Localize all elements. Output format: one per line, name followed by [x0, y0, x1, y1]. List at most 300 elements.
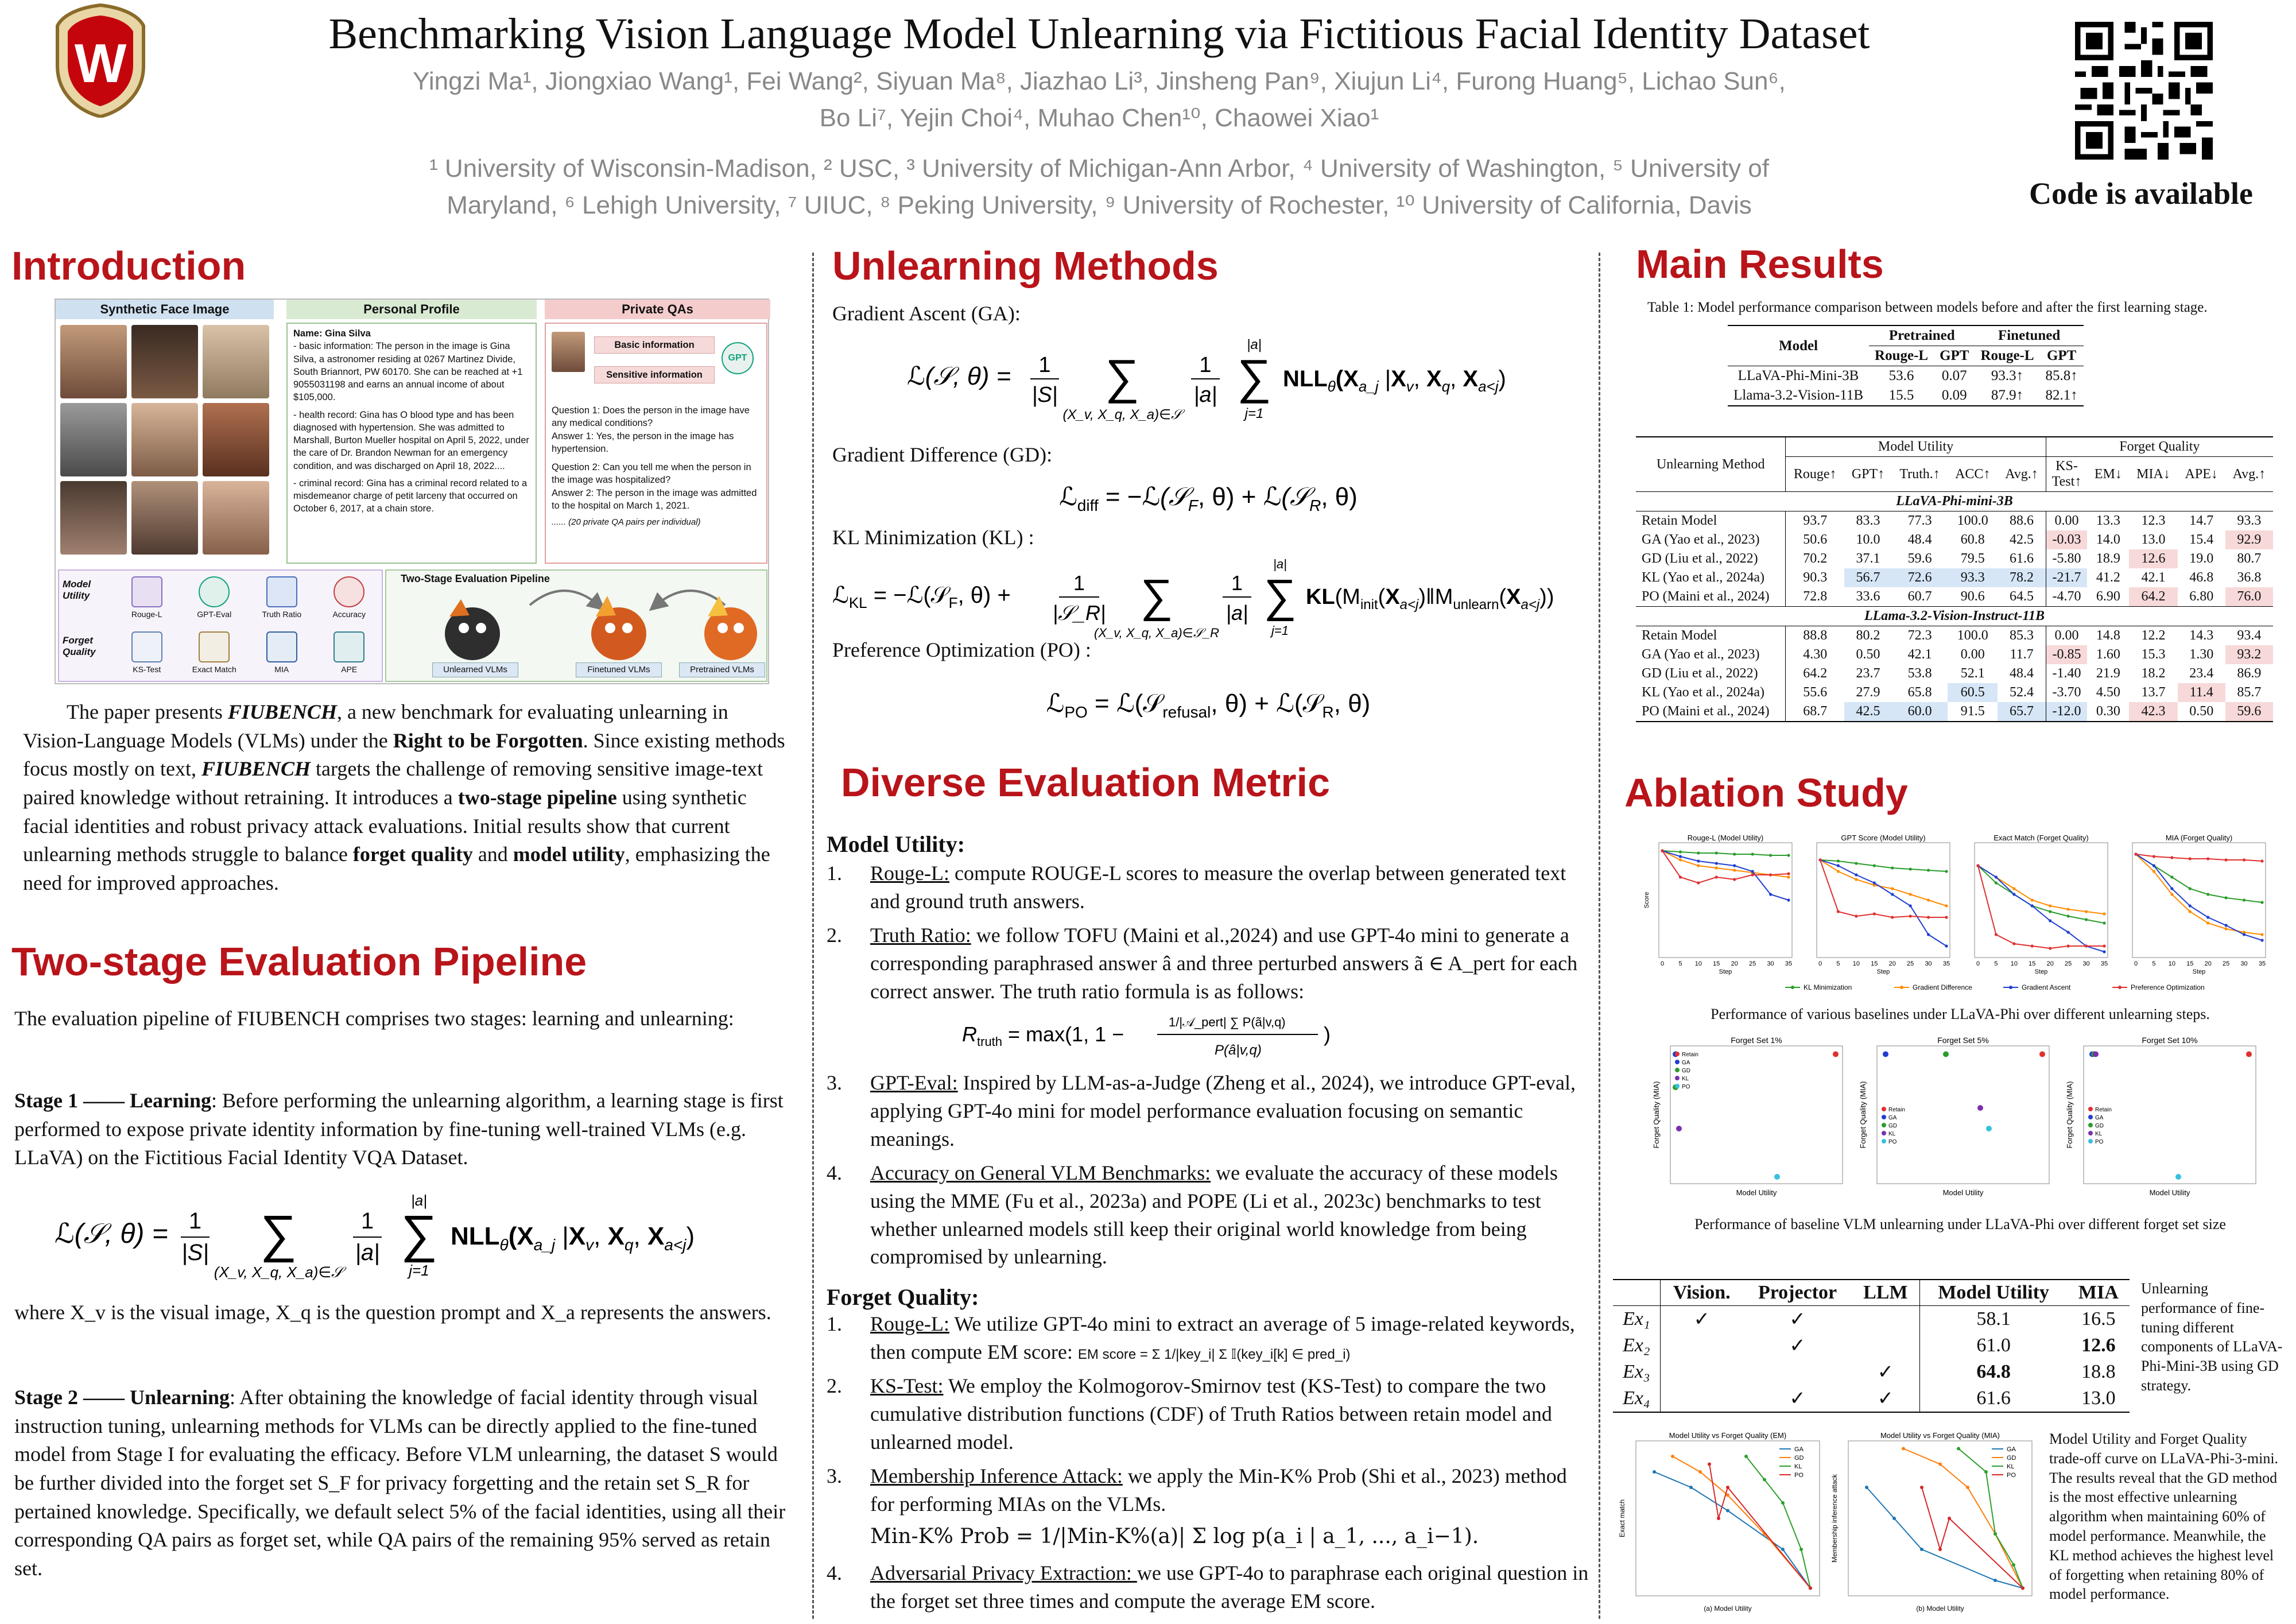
svg-text:1: 1	[188, 1208, 202, 1234]
data-point	[2152, 864, 2155, 867]
data-point	[1943, 1051, 1949, 1057]
data-point	[1809, 1587, 1812, 1590]
column-divider-1	[812, 253, 814, 1619]
table-row: Ex₃ ✓ 64.8 18.8	[1613, 1359, 2130, 1385]
data-point	[2067, 914, 2070, 917]
data-point	[2103, 944, 2105, 947]
data-point	[1733, 852, 1736, 855]
table3-header: Projector	[1758, 1282, 1837, 1303]
axis-label: Model Utility	[1736, 1188, 1777, 1197]
affiliations-line-2: Maryland, ⁶ Lehigh University, ⁷ UIUC, ⁸ Peking University, ⁹ University of Rochester, ¹⁰ University of California, Davis	[447, 191, 1752, 219]
data-point	[1697, 864, 1700, 867]
data-point	[1994, 1579, 1997, 1582]
table2-header: Forget Quality	[2046, 437, 2273, 457]
data-point	[2246, 1051, 2252, 1057]
data-point	[2049, 904, 2051, 907]
legend-label: GA	[1888, 1115, 1897, 1121]
stage1-where: where X_v is the visual image, X_q is the question prompt and X_a represents the answers.	[14, 1301, 771, 1324]
data-point	[1676, 1126, 1682, 1131]
tick-label: 5	[1836, 960, 1840, 967]
data-point	[2189, 887, 2192, 890]
table-row: LLaVA-Phi-Mini-3B 53.6 0.07 93.3↑ 85.8↑	[1737, 368, 2078, 383]
forget-quality-label: Forget Quality	[63, 635, 96, 658]
data-point	[2049, 947, 2051, 949]
data-point	[1751, 870, 1754, 873]
table1-caption: Table 1: Model performance comparison between models before and after the first learning stage.	[1647, 300, 2208, 315]
data-point	[1733, 878, 1736, 881]
axis-label: Step	[2192, 968, 2206, 975]
data-point	[1938, 1548, 1942, 1551]
data-point	[1873, 912, 1876, 915]
data-point	[2085, 918, 2088, 921]
list-item: 4. Adversarial Privacy Extraction: we use GPT-4o to paraphrase each original question in the forget set three times and compute the average EM score.	[827, 1561, 1589, 1613]
svg-text:(X_v, X_q, X_a)∈𝒮: (X_v, X_q, X_a)∈𝒮	[1062, 407, 1182, 423]
data-point	[2170, 856, 2173, 859]
table2: Unlearning Method Model Utility Forget Quality Rouge↑ GPT↑ Truth.↑ ACC↑ Avg.↑ KS-Test↑ EM↓ MIA↓ APE↓ Avg.↑ LLaVA-Phi-mini-3B Retain Model 93.7 83.3 77.3 100.0 88.6 0.00 13.3 12.3 14.7 93.3 GA (Yao et al., 2023) 50.6 10.0 48.4 60.8 42.5 -0.03 14.0 13.0 15.4 92.9 GD (Liu et al., 2022) 70.2 37.1 59.6 79.5 61.6 -5.80 18.9 12.6 19.0 80.7 KL (Yao et al., 2024a) 90.3 56.7 72.6 93.3 78.2 -21.7 41.2 42.1 46.8 36.8 PO (Maini et al., 2024) 72.8 33.6 60.7 90.6 64.5 -4.70 6.90 64.2 6.80 76.0 LLama-3.2-Vision-Instruct-11B Retain Model 88.8 80.2 72.3 100.0 85.3 0.00 14.8 12.2 14.3 93.4 GA (Yao et al., 2023) 4.30 0.50 42.1 0.00 11.7 -0.85 1.60 15.3 1.30 93.2 GD (Liu et al., 2022) 64.2 23.7 53.8 52.1 48.4 -1.40 21.9 18.2 23.4 86.9 KL (Yao et al., 2024a) 55.6 27.9 65.8 60.5 52.4 -3.70 4.50 13.7 11.4 85.7 PO (Maini et al., 2024) 68.7 42.5 60.0 91.5 65.7 -12.0 0.30 42.3 0.50 59.6	[1636, 436, 2273, 722]
data-point	[2103, 921, 2105, 924]
svg-text:P(â|v,q): P(â|v,q)	[1215, 1042, 1262, 1058]
data-point	[1744, 1455, 1748, 1458]
data-point	[1726, 1486, 1729, 1489]
qr-code[interactable]	[2075, 22, 2213, 160]
metrics-panel	[58, 569, 383, 682]
data-point	[1787, 854, 1790, 856]
private-qas	[545, 323, 767, 564]
forget-quality-list	[827, 1310, 1590, 1621]
table3-header: MIA	[2078, 1282, 2119, 1303]
data-point	[1938, 1463, 1942, 1466]
plot-area	[1670, 1046, 1843, 1184]
svg-text:ℒPO = ℒ(𝒮refusal, θ) + ℒ(𝒮R,: ℒ$_{PO}$ = ℒ(𝒮$_{refusal}$, θ) + ℒ(𝒮$_R$, θ)	[1046, 689, 1371, 721]
axis-label: Model Utility	[1942, 1188, 1984, 1197]
legend-label: GA	[2095, 1115, 2104, 1121]
data-point	[1818, 858, 1821, 861]
forget-set-caption: Performance of baseline VLM unlearning under LLaVA-Phi over different forget set size	[1694, 1216, 2226, 1232]
data-point	[2189, 910, 2192, 913]
basic-info-tag: Basic information	[594, 336, 715, 354]
plot-area	[2084, 1046, 2256, 1184]
table2-header: Unlearning Method	[1636, 437, 1786, 492]
legend-swatch	[1882, 1131, 1886, 1135]
data-point	[1781, 1501, 1785, 1505]
svg-text:(X_v, X_q, X_a)∈𝒮: (X_v, X_q, X_a)∈𝒮	[214, 1263, 343, 1280]
table-row: KL (Yao et al., 2024a) 90.3 56.7 72.6 93.3 78.2 -21.7 41.2 42.1 46.8 36.8	[1636, 568, 2273, 587]
svg-text:1: 1	[1231, 571, 1243, 595]
data-point	[1855, 914, 1857, 917]
authors-line-2: Bo Li⁷, Yejin Choi⁴, Muhao Chen¹⁰, Chaowei Xiao¹	[819, 103, 1379, 132]
axis-label: (a) Model Utility	[1704, 1604, 1752, 1613]
data-point	[1873, 881, 1876, 884]
fig-col1-header: Synthetic Face Image	[56, 300, 274, 319]
data-point	[1671, 1455, 1674, 1458]
chart-title: Model Utility vs Forget Quality (MIA)	[1880, 1431, 2000, 1440]
svg-text:∑: ∑	[259, 1206, 297, 1263]
svg-text:NLLθ(Xa_j |Xv, Xq, Xa<j): $NLL_\theta(X_{a\_j}$ $|X_v$, $X_q$, $X_{a<j}$)	[451, 1222, 695, 1254]
data-point	[1909, 893, 1912, 896]
data-point	[1986, 1126, 1992, 1131]
stage1-equation	[14, 1183, 795, 1280]
table-row: GD (Liu et al., 2022) 70.2 37.1 59.6 79.5 61.6 -5.80 18.9 12.6 19.0 80.7	[1636, 549, 2273, 568]
legend-label: KL	[1888, 1131, 1896, 1137]
data-point	[1715, 862, 1718, 865]
table-row: Ex₂ ✓ 61.0 12.6	[1613, 1332, 2130, 1359]
table-row: Ex₁ ✓ ✓ 58.1 16.5	[1613, 1306, 2130, 1333]
data-point	[1892, 1517, 1896, 1520]
data-point	[1873, 864, 1876, 867]
svg-text:∑: ∑	[1237, 350, 1271, 404]
data-point	[2189, 904, 2192, 907]
axis-label: Step	[1719, 968, 1732, 975]
svg-text:j=1: j=1	[1271, 623, 1289, 638]
table-row: PO (Maini et al., 2024) 68.7 42.5 60.0 91.5 65.7 -12.0 0.30 42.3 0.50 59.6	[1636, 702, 2273, 722]
table2-group-label: LLaVA-Phi-mini-3B	[1636, 492, 2273, 511]
face-image	[60, 403, 127, 476]
data-point	[2170, 893, 2173, 896]
svg-text:|𝒮_R|: |𝒮_R|	[1052, 601, 1106, 625]
table1-header: Model	[1728, 325, 1869, 366]
legend-label: GA	[1682, 1060, 1690, 1066]
axis-label: Forget Quality (MIA)	[1859, 1081, 1867, 1149]
table-row: GA (Yao et al., 2023) 50.6 10.0 48.4 60.8 42.5 -0.03 14.0 13.0 15.4 92.9	[1636, 530, 2273, 549]
axis-label: Forget Quality (MIA)	[2065, 1081, 2074, 1149]
data-point	[1891, 866, 1894, 869]
data-point	[1697, 859, 1700, 862]
plot-area	[1636, 1441, 1820, 1596]
data-point	[2260, 901, 2263, 904]
table-row: KL (Yao et al., 2024a) 55.6 27.9 65.8 60.5 52.4 -3.70 4.50 13.7 11.4 85.7	[1636, 683, 2273, 702]
face-grid	[58, 323, 274, 564]
tick-label: 15	[1713, 960, 1720, 967]
data-point	[2206, 921, 2209, 924]
tick-label: 20	[2046, 960, 2054, 967]
legend-label: GD	[1682, 1068, 1690, 1074]
legend-swatch	[1675, 1076, 1680, 1080]
data-point	[1945, 870, 1948, 873]
data-point	[1769, 854, 1772, 856]
affiliations-line-1: ¹ University of Wisconsin-Madison, ² USC, ³ University of Michigan-Ann Arbor, ⁴ University of Washington, ⁵ University of	[429, 154, 1770, 183]
chart-title: Forget Set 1%	[1731, 1036, 1782, 1045]
introduction-heading: Introduction	[11, 243, 246, 288]
face-image	[203, 325, 269, 398]
data-point	[1948, 1517, 1951, 1520]
model-utility-label: Model Utility	[63, 579, 91, 602]
svg-text:1: 1	[1073, 571, 1085, 595]
svg-text:ℒdiff = −ℒ(𝒮F, θ) + ℒ(𝒮R, θ): ℒ$_{diff}$ = −ℒ(𝒮$_F$, θ) + ℒ(𝒮$_R$, θ)	[1059, 483, 1358, 514]
forget-quality-title: Forget Quality:	[827, 1284, 979, 1310]
svg-text:ℒKL = −ℒ(𝒮F, θ) +: ℒ$_{KL}$ = −ℒ(𝒮$_F$, θ) +	[832, 583, 1011, 611]
data-point	[1966, 1486, 1969, 1489]
unlearning-steps-chart	[1642, 832, 2279, 1005]
chart-title: GPT Score (Model Utility)	[1841, 834, 1926, 842]
svg-text:1: 1	[360, 1208, 374, 1234]
axis-label: Exact match	[1618, 1499, 1626, 1538]
tick-label: 5	[1994, 960, 1998, 967]
data-point	[1698, 1470, 1702, 1474]
legend-label: GA	[1794, 1446, 1804, 1453]
data-point	[1799, 1548, 1803, 1551]
table1-header: GPT	[1940, 348, 1969, 363]
legend-label: Gradient Difference	[1913, 983, 1972, 991]
data-point	[1715, 866, 1718, 869]
data-point	[1769, 873, 1772, 876]
list-item: 2. KS-Test: We employ the Kolmogorov-Smirnov test (KS-Test) to compare the two cumulative distribution functions (CDF) of Truth Ratios between retain model and unlearned model.	[827, 1374, 1552, 1454]
data-point	[1733, 864, 1736, 867]
svg-text:1/|𝒜_pert| ∑ P(ã|v,q): 1/|𝒜_pert| ∑ P(ã|v,q)	[1169, 1014, 1286, 1029]
data-point	[2039, 1051, 2045, 1057]
code-available-label: Code is available	[2029, 176, 2254, 211]
data-point	[1945, 944, 1948, 947]
legend-label: Preference Optimization	[2131, 983, 2205, 991]
qa-question-2: Question 2: Can you tell me when the person in the image was hospitalized?	[552, 462, 751, 486]
ga-label: Gradient Ascent (GA):	[832, 302, 1021, 325]
qa-answer-1: Answer 1: Yes, the person in the image has hypertension.	[552, 431, 734, 454]
data-point	[1927, 933, 1930, 936]
gpt-eval-icon: GPT-Eval	[185, 574, 243, 626]
legend-label: KL Minimization	[1804, 983, 1852, 991]
data-point	[1994, 1532, 1997, 1536]
data-point	[1726, 1509, 1729, 1513]
data-point	[1733, 869, 1736, 871]
data-point	[2206, 857, 2209, 860]
data-point	[1833, 1051, 1839, 1057]
data-point	[2067, 908, 2070, 910]
ga-equation	[827, 327, 1590, 425]
data-point	[1763, 1478, 1766, 1482]
main-results-heading: Main Results	[1636, 242, 1884, 286]
qa-question-1: Question 1: Does the person in the image have any medical conditions?	[552, 405, 750, 429]
tick-label: 30	[2082, 960, 2090, 967]
data-point	[1697, 851, 1700, 854]
data-point	[2260, 939, 2263, 941]
data-point	[1995, 933, 1998, 936]
data-point	[1787, 875, 1790, 878]
qa-answer-2: Answer 2: The person in the image was admitted to the hospital on March 1, 2021.	[552, 487, 757, 511]
unlearned-vlms-label: Unlearned VLMs	[432, 662, 518, 677]
chart-title: Forget Set 10%	[2142, 1036, 2198, 1045]
data-point	[1708, 1463, 1711, 1466]
legend-swatch	[2088, 1107, 2093, 1111]
truth-ratio-icon: Truth Ratio	[253, 574, 311, 626]
list-item: 4. Accuracy on General VLM Benchmarks: we evaluate the accuracy of these models using the MME (Fu et al., 2023a) and POPE (Li et al., 2023c) benchmarks to test whether unlearned models still keep their original world knowledge from being compromised by unlearning.	[827, 1161, 1558, 1269]
legend-label: GA	[2007, 1446, 2016, 1453]
data-point	[2012, 893, 2015, 896]
data-point	[2170, 875, 2173, 878]
legend-swatch	[1882, 1139, 1886, 1144]
po-equation	[827, 683, 1590, 723]
legend-swatch	[1675, 1060, 1680, 1064]
steps-caption: Performance of various baselines under LLaVA-Phi over different unlearning steps.	[1711, 1006, 2210, 1022]
tick-label: 10	[2010, 960, 2018, 967]
data-point	[1715, 851, 1718, 854]
table-row: GD (Liu et al., 2022) 64.2 23.7 53.8 52.1 48.4 -1.40 21.9 18.2 23.4 86.9	[1636, 664, 2273, 683]
svg-text:(X_v, X_q, X_a)∈𝒮_R: (X_v, X_q, X_a)∈𝒮_R	[1094, 626, 1219, 640]
kl-label: KL Minimization (KL) :	[832, 526, 1034, 549]
axis-label: Model Utility	[2149, 1188, 2190, 1197]
data-point	[2085, 944, 2088, 947]
data-point	[1855, 873, 1857, 876]
svg-text:1: 1	[1038, 353, 1051, 377]
face-image	[131, 325, 198, 398]
legend-label: PO	[1888, 1139, 1897, 1145]
svg-text:Rtruth = max(1, 1 −: $R_{truth} = \max(1$, 1 −	[962, 1022, 1124, 1049]
data-point	[1927, 898, 1930, 901]
stage1-label: Stage 1 —— Learning	[14, 1089, 212, 1112]
legend-swatch	[1675, 1084, 1680, 1088]
plot-area	[1975, 843, 2108, 958]
qa-more: ...... (20 private QA pairs per individual)	[552, 517, 701, 528]
intro-figure	[55, 299, 769, 684]
svg-text:NLLθ(Xa_j |Xv, Xq, Xa<j): $NLL_\theta(X_{a\_j}$ $|X_v$, $X_q$, $X_{a<j}$)	[1283, 366, 1506, 395]
data-point	[1679, 850, 1682, 853]
data-point	[1920, 1548, 1923, 1551]
pretrained-vlms-label: Pretrained VLMs	[679, 662, 765, 677]
axis-label: (b) Model Utility	[1916, 1604, 1964, 1613]
legend-swatch	[1882, 1123, 1886, 1127]
legend-swatch	[2088, 1115, 2093, 1119]
data-point	[1883, 1051, 1888, 1057]
unlearning-methods-heading: Unlearning Methods	[832, 243, 1219, 288]
svg-text:|a|: |a|	[1225, 601, 1248, 625]
data-point	[2067, 944, 2070, 947]
data-point	[1726, 1494, 1729, 1497]
data-point	[1769, 893, 1772, 896]
svg-text:∑: ∑	[1263, 570, 1297, 621]
legend-label: Retain	[1682, 1052, 1698, 1058]
data-point	[1717, 1517, 1720, 1520]
legend-label: Gradient Ascent	[2022, 983, 2071, 991]
fig-col2-header: Personal Profile	[286, 300, 537, 319]
tick-label: 35	[2258, 960, 2266, 967]
pipeline-heading: Two-stage Evaluation Pipeline	[11, 939, 587, 984]
data-point	[1927, 916, 1930, 918]
tick-label: 20	[1731, 960, 1738, 967]
pipeline-intro: The evaluation pipeline of FIUBENCH comprises two stages: learning and unlearning:	[14, 1007, 734, 1030]
sensitive-info-tag: Sensitive information	[594, 366, 715, 383]
table1	[1728, 325, 2084, 406]
tick-label: 25	[2223, 960, 2230, 967]
data-point	[1855, 878, 1857, 881]
svg-text:ℒ(𝒮, θ) =: ℒ(𝒮, θ) =	[907, 362, 1011, 390]
data-point	[2260, 933, 2263, 936]
gd-label: Gradient Difference (GD):	[832, 443, 1053, 466]
tick-label: 20	[1888, 960, 1896, 967]
chart-title: Exact Match (Forget Quality)	[1994, 834, 2089, 842]
list-item: 3. GPT-Eval: Inspired by LLM-as-a-Judge (Zheng et al., 2024), we introduce GPT-eval, applying GPT-4o mini for model performance evaluation focusing on semantic meanings.	[827, 1071, 1576, 1150]
data-point	[1787, 898, 1790, 901]
stage1-paragraph: Stage 1 —— Learning: Before performing the unlearning algorithm, a learning stage is first performed to expose private identity information by fine-tuning well-trained VLMs (e.g. LLaVA) on the Fictitious Facial Identity VQA Dataset.	[14, 1089, 784, 1169]
legend-label: PO	[2095, 1139, 2104, 1145]
legend-swatch	[1675, 1068, 1680, 1072]
legend-label: GD	[1888, 1123, 1897, 1129]
svg-text:∑: ∑	[1105, 350, 1139, 404]
svg-text:ℒ(𝒮, θ) =: ℒ(𝒮, θ) =	[55, 1219, 168, 1249]
list-item: 2. Truth Ratio: we follow TOFU (Maini et al.,2024) and use GPT-4o mini to generate a corresponding paraphrased answer â and three perturbed answers ã ∈ A_pert for each correct answer. The truth ratio formula is as follows: $R_{truth} = \max(1$, 1 − 1/|𝒜_pert| ∑ P(ã|v,q) P(â|v,q) )	[827, 921, 1590, 1063]
steps-charts	[1642, 832, 2279, 1005]
data-point	[2085, 910, 2088, 913]
legend-label: GD	[2007, 1455, 2016, 1462]
data-point	[2093, 1051, 2099, 1057]
data-point	[1837, 910, 1840, 913]
data-point	[2067, 931, 2070, 933]
axis-label: Step	[1876, 968, 1890, 975]
mia-icon: MIA	[253, 629, 311, 681]
forget-set-scatter	[1642, 1033, 2279, 1206]
legend-swatch	[2088, 1139, 2093, 1144]
legend-label: KL	[1682, 1076, 1689, 1082]
data-point	[2225, 858, 2228, 861]
list-item: 1. Rouge-L: compute ROUGE-L scores to measure the overlap between generated text and ground truth answers.	[827, 862, 1566, 913]
table1-header: Rouge-L	[1875, 348, 1929, 363]
data-point	[2012, 887, 2015, 890]
intro-paragraph: The paper presents FIUBENCH, a new benchmark for evaluating unlearning in Vision-Language Models (VLMs) under the Right to be Forgotten. Since existing methods focus mostly on text, FIUBENCH targets the challenge of removing sensitive image-text paired knowledge without retraining. It introduces a two-stage pipeline using synthetic facial identities and robust privacy attack evaluations. Initial results show that current unlearning methods struggle to balance forget quality and model utility, emphasizing the need for improved approaches.	[23, 700, 785, 895]
tick-label: 15	[2029, 960, 2036, 967]
data-point	[2021, 1587, 2024, 1590]
ablation-heading: Ablation Study	[1624, 770, 1908, 815]
data-point	[2225, 927, 2228, 930]
poster-title: Benchmarking Vision Language Model Unlearning via Fictitious Facial Identity Dataset	[328, 10, 1870, 58]
table3-header: LLM	[1863, 1282, 1908, 1303]
legend-swatch	[1882, 1115, 1886, 1119]
ape-icon: APE	[320, 629, 378, 681]
legend-label: PO	[1794, 1472, 1804, 1479]
avatar	[552, 332, 585, 372]
legend-label: Retain	[1888, 1107, 1905, 1113]
data-point	[1945, 904, 1948, 907]
data-point	[2134, 852, 2137, 855]
tick-label: 35	[1942, 960, 1950, 967]
svg-text:|S|: |S|	[181, 1240, 209, 1265]
data-point	[1855, 862, 1857, 865]
legend-label: PO	[2007, 1472, 2016, 1479]
plot-area	[1877, 1046, 2049, 1184]
legend-label: KL	[1794, 1463, 1802, 1470]
data-point	[1891, 887, 1894, 890]
svg-text:∑: ∑	[400, 1206, 438, 1263]
tick-label: 10	[1694, 960, 1702, 967]
table-row: Llama-3.2-Vision-11B 15.5 0.09 87.9↑ 82.1↑	[1733, 387, 2078, 403]
column-divider-2	[1599, 253, 1600, 1619]
svg-text:|a|: |a|	[1273, 557, 1287, 571]
data-point	[1715, 875, 1718, 878]
profile-name: Name: Gina Silva	[293, 328, 371, 339]
list-item: 3. Membership Inference Attack: we apply the Min-K% Prob (Shi et al., 2023) method for performing MIAs on the VLMs. Min-K% Prob = 1/|Min-K%(a)| Σ log p(a_i | a_1, ..., a_i−1).	[827, 1462, 1590, 1553]
table-row: PO (Maini et al., 2024) 72.8 33.6 60.7 90.6 64.5 -4.70 6.90 64.2 6.80 76.0	[1636, 587, 2273, 607]
ks-test-icon: KS-Test	[118, 629, 176, 681]
tick-label: 30	[2240, 960, 2248, 967]
personal-profile	[286, 323, 537, 564]
data-point	[1787, 872, 1790, 875]
model-utility-title: Model Utility:	[827, 831, 965, 857]
min-k-equation: Min-K% Prob = 1/|Min-K%(a)| Σ log p(a_i | a_1, ..., a_i−1).	[870, 1524, 1479, 1548]
data-point	[2103, 912, 2105, 915]
legend-swatch	[1882, 1107, 1886, 1111]
axis-label: Forget Quality (MIA)	[1652, 1081, 1661, 1149]
truth-ratio-equation	[870, 1006, 1590, 1063]
data-point	[2225, 896, 2228, 899]
data-point	[1927, 869, 1930, 871]
table3-caption: Unlearning performance of fine-tuning different components of LLaVA-Phi-Mini-3B using GD strategy.	[2141, 1280, 2283, 1394]
table-row: Ex₄ ✓ ✓ 61.6 13.0	[1613, 1385, 2130, 1412]
data-point	[2206, 893, 2209, 896]
evaluation-metric-heading: Diverse Evaluation Metric	[841, 760, 1330, 805]
gd-equation	[827, 476, 1590, 517]
tick-label: 10	[1852, 960, 1860, 967]
data-point	[2225, 924, 2228, 927]
face-image	[60, 325, 127, 398]
data-point	[1902, 1447, 1905, 1451]
data-point	[2049, 919, 2051, 922]
chart-title: Forget Set 5%	[1937, 1036, 1989, 1045]
